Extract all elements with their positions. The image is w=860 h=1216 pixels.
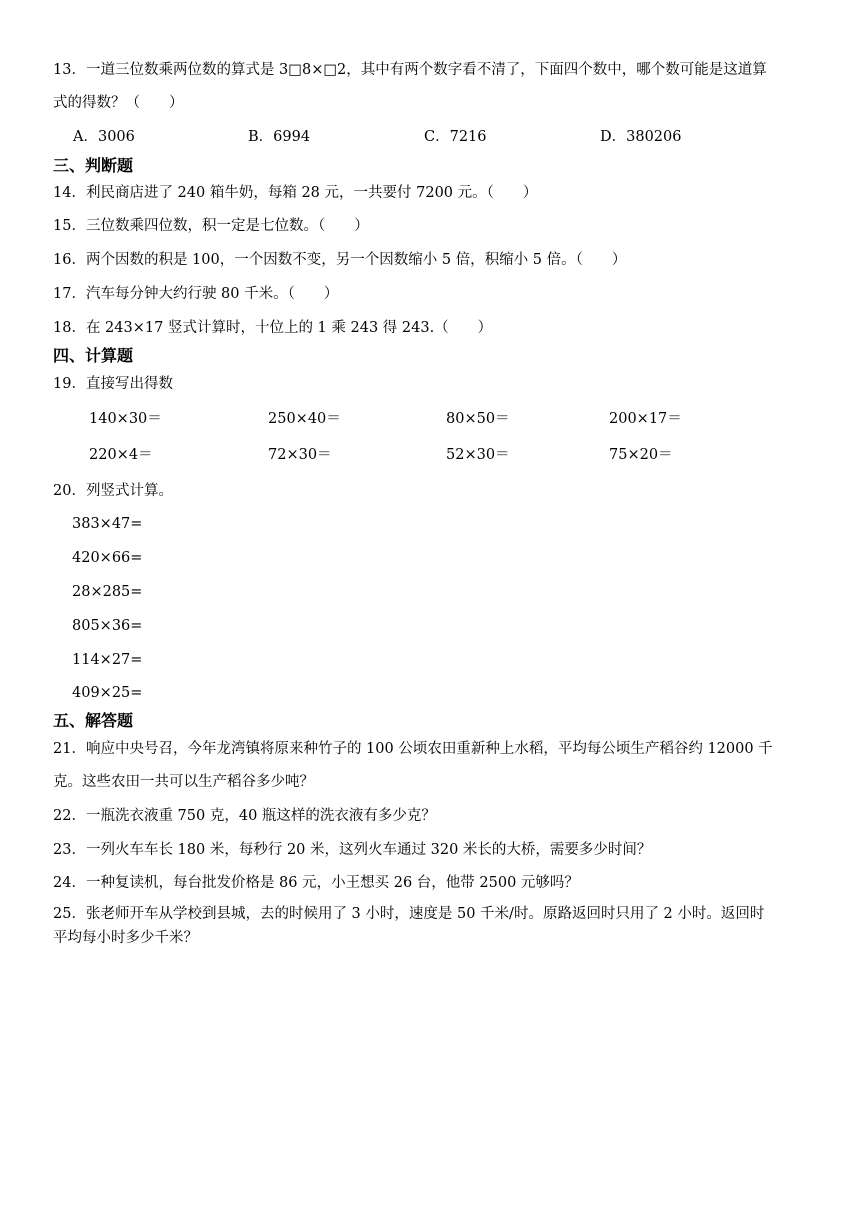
- q21-line2: 克。这些农田一共可以生产稻谷多少吨？: [53, 774, 314, 790]
- q19-item: 200×17＝: [609, 411, 682, 427]
- q13-line1: 13．一道三位数乘两位数的算式是 3□8×□2，其中有两个数字看不清了，下面四个数中，哪个数可能是这道算: [53, 62, 767, 78]
- q13-line2: 式的得数？（ ）: [53, 95, 184, 111]
- q25-line1: 25．张老师开车从学校到县城，去的时候用了 3 小时，速度是 50 千米/时。原路返回时只用了 2 小时。返回时: [53, 906, 765, 922]
- q20-item: 114×27=: [72, 652, 143, 668]
- q13-option-d: D．380206: [600, 129, 682, 145]
- q20-item: 383×47=: [72, 516, 143, 532]
- q19-item: 80×50＝: [446, 411, 510, 427]
- q19-title: 19．直接写出得数: [53, 376, 173, 392]
- q13-option-c: C．7216: [424, 129, 487, 145]
- q20-item: 805×36=: [72, 618, 143, 634]
- question-14: 14．利民商店进了 240 箱牛奶，每箱 28 元，一共要付 7200 元。（ ）: [53, 185, 538, 201]
- section-title-judge: 三、判断题: [53, 156, 134, 175]
- section-title-solve: 五、解答题: [53, 711, 134, 730]
- q19-item: 140×30＝: [89, 411, 162, 427]
- q20-item: 420×66=: [72, 550, 143, 566]
- q20-item: 409×25=: [72, 685, 143, 701]
- q25-line2: 平均每小时多少千米？: [53, 930, 198, 946]
- q20-item: 28×285=: [72, 584, 143, 600]
- q19-item: 52×30＝: [446, 447, 510, 463]
- q19-item: 250×40＝: [268, 411, 341, 427]
- question-22: 22．一瓶洗衣液重 750 克，40 瓶这样的洗衣液有多少克？: [53, 808, 436, 824]
- q13-option-b: B．6994: [248, 129, 311, 145]
- question-18: 18．在 243×17 竖式计算时，十位上的 1 乘 243 得 243.（ ）: [53, 320, 493, 336]
- q19-item: 75×20＝: [609, 447, 673, 463]
- question-16: 16．两个因数的积是 100，一个因数不变，另一个因数缩小 5 倍，积缩小 5 倍。（ ）: [53, 252, 627, 268]
- question-24: 24．一种复读机，每台批发价格是 86 元，小王想买 26 台，他带 2500 元够吗？: [53, 875, 579, 891]
- q19-item: 72×30＝: [268, 447, 332, 463]
- question-17: 17．汽车每分钟大约行驶 80 千米。（ ）: [53, 286, 339, 302]
- q13-option-a: A．3006: [73, 129, 135, 145]
- section-title-calc: 四、计算题: [53, 346, 134, 365]
- question-15: 15．三位数乘四位数，积一定是七位数。（ ）: [53, 218, 369, 234]
- q19-item: 220×4＝: [89, 447, 153, 463]
- q20-title: 20．列竖式计算。: [53, 483, 173, 499]
- question-23: 23．一列火车车长 180 米，每秒行 20 米，这列火车通过 320 米长的大桥，需要多少时间？: [53, 842, 652, 858]
- q21-line1: 21．响应中央号召，今年龙湾镇将原来种竹子的 100 公顷农田重新种上水稻，平均每公顷生产稻谷约 12000 千: [53, 741, 773, 757]
